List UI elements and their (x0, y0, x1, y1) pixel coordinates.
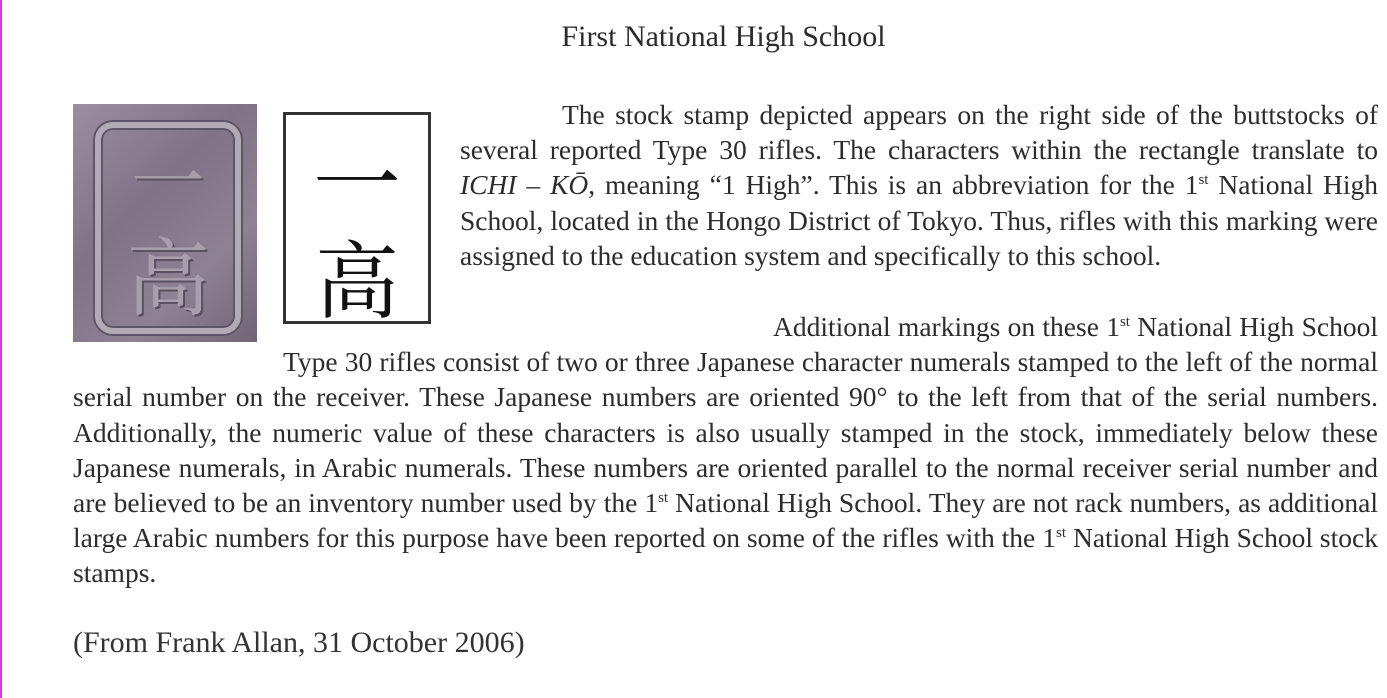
para2-superscript-2: st (658, 489, 669, 506)
para1-term: ICHI – KŌ (460, 169, 589, 201)
para1-text-b: , meaning “1 High”. This is an abbreviation for the 1 (588, 169, 1199, 201)
para2-superscript-1: st (1119, 313, 1130, 330)
para2-text-b: National High School Type 30 rifles consist of two or three Japanese character numerals stamped to the left of the normal serial number on the receiver. These Japanese numbers are oriented 90° to the left from that of the serial numbers. Additionally, the numeric value of these characters is also usually stamped in the stock, immediately below these Japanese numerals, in Arabic numerals. These numbers are oriented parallel to the normal receiver serial number and are believed to be an inventory number used by the 1 (73, 311, 1378, 519)
stamp-character-two: 高 (314, 233, 399, 331)
para1-text-a: The stock stamp depicted appears on the right side of the buttstocks of several reported Type 30 rifles. The characters within the rectangle translate to (460, 99, 1378, 166)
para2-superscript-3: st (1055, 525, 1066, 542)
para2-text-d: National High School stock stamps. (73, 522, 1378, 589)
para1-text-c: National High School, located in the Hongo District of Tokyo. Thus, rifles with this marking were assigned to the education system and specifically to this school. (460, 169, 1378, 271)
para1-superscript: st (1198, 172, 1209, 189)
seal-character-two: 高 (125, 230, 210, 328)
stamp-character-one: 一 (312, 133, 401, 236)
image-wrap-spacer (73, 309, 283, 379)
stamp-drawing (283, 112, 431, 331)
page-edge (0, 0, 2, 698)
source-credit: (From Frank Allan, 31 October 2006) (73, 626, 525, 659)
seal-character-one: 一 (131, 140, 205, 226)
paragraph-additional-markings-wrap (73, 309, 1378, 591)
paragraph-stamp-description (460, 97, 1378, 273)
para2-text-c: National High School. They are not rack numbers, as additional large Arabic numbers for this purpose have been reported on some of the rifles with the 1 (73, 487, 1378, 554)
stamp-photo (73, 104, 257, 342)
page-title: First National High School (561, 20, 886, 53)
para2-text-a: Additional markings on these 1 (773, 311, 1120, 342)
